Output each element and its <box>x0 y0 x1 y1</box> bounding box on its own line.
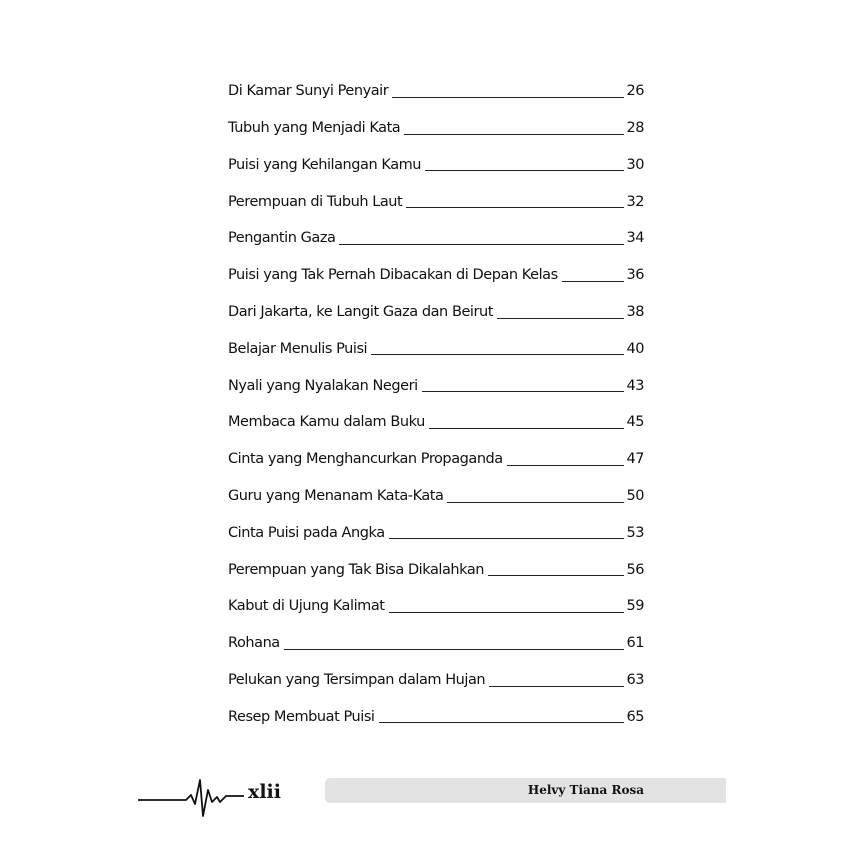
toc-leader-line <box>406 207 624 208</box>
toc-leader-line <box>562 281 625 282</box>
toc-entry <box>228 661 644 698</box>
toc-leader-line <box>507 465 625 466</box>
table-of-contents <box>228 72 644 734</box>
toc-leader-line <box>489 686 624 687</box>
toc-entry-title: Rohana <box>228 635 280 652</box>
toc-entry-page-number: 61 <box>626 635 644 652</box>
toc-entry <box>228 403 644 440</box>
heartbeat-line-icon <box>138 766 244 818</box>
toc-entry-title: Cinta yang Menghancurkan Propaganda <box>228 451 503 468</box>
toc-entry <box>228 293 644 330</box>
toc-leader-line <box>488 575 624 576</box>
toc-entry <box>228 109 644 146</box>
toc-entry-page-number: 30 <box>626 156 644 173</box>
toc-entry-page-number: 28 <box>626 120 644 137</box>
toc-entry-title: Membaca Kamu dalam Buku <box>228 414 425 431</box>
toc-entry <box>228 219 644 256</box>
toc-entry-page-number: 63 <box>626 672 644 689</box>
toc-entry <box>228 477 644 514</box>
toc-entry-title: Cinta Puisi pada Angka <box>228 524 385 541</box>
toc-entry-page-number: 34 <box>626 230 644 247</box>
toc-entry-title: Perempuan di Tubuh Laut <box>228 193 403 210</box>
toc-entry-title: Resep Membuat Puisi <box>228 708 375 725</box>
toc-entry-title: Di Kamar Sunyi Penyair <box>228 83 389 100</box>
toc-entry-page-number: 43 <box>626 377 644 394</box>
toc-entry <box>228 514 644 551</box>
author-bar <box>325 778 726 803</box>
toc-entry-title: Belajar Menulis Puisi <box>228 340 368 357</box>
toc-entry-page-number: 59 <box>626 598 644 615</box>
toc-entry-page-number: 65 <box>626 708 644 725</box>
toc-leader-line <box>392 97 624 98</box>
toc-entry <box>228 550 644 587</box>
toc-entry-title: Nyali yang Nyalakan Negeri <box>228 377 418 394</box>
toc-entry <box>228 146 644 183</box>
toc-entry <box>228 72 644 109</box>
toc-entry <box>228 440 644 477</box>
toc-entry <box>228 182 644 219</box>
toc-leader-line <box>404 134 624 135</box>
page-footer <box>0 760 865 820</box>
toc-entry-title: Tubuh yang Menjadi Kata <box>228 120 401 137</box>
toc-entry <box>228 330 644 367</box>
toc-entry-title: Pengantin Gaza <box>228 230 336 247</box>
toc-leader-line <box>389 612 625 613</box>
toc-entry-page-number: 47 <box>626 451 644 468</box>
toc-entry <box>228 624 644 661</box>
toc-leader-line <box>497 318 624 319</box>
toc-leader-line <box>425 170 624 171</box>
toc-leader-line <box>447 502 624 503</box>
toc-entry-page-number: 40 <box>626 340 644 357</box>
toc-leader-line <box>429 428 625 429</box>
toc-entry-page-number: 38 <box>626 304 644 321</box>
toc-leader-line <box>284 649 625 650</box>
toc-leader-line <box>389 538 625 539</box>
toc-leader-line <box>422 391 625 392</box>
toc-leader-line <box>339 244 624 245</box>
toc-entry-title: Dari Jakarta, ke Langit Gaza dan Beirut <box>228 304 493 321</box>
toc-entry-page-number: 26 <box>626 83 644 100</box>
toc-entry <box>228 256 644 293</box>
toc-entry-page-number: 32 <box>626 193 644 210</box>
toc-entry-title: Perempuan yang Tak Bisa Dikalahkan <box>228 561 485 578</box>
toc-entry-title: Pelukan yang Tersimpan dalam Hujan <box>228 672 486 689</box>
toc-entry-page-number: 56 <box>626 561 644 578</box>
page-number: xlii <box>248 781 281 803</box>
toc-entry-page-number: 45 <box>626 414 644 431</box>
toc-entry <box>228 587 644 624</box>
toc-entry <box>228 698 644 735</box>
toc-entry-page-number: 53 <box>626 524 644 541</box>
toc-entry-title: Kabut di Ujung Kalimat <box>228 598 385 615</box>
author-name: Helvy Tiana Rosa <box>527 783 644 797</box>
toc-entry-title: Guru yang Menanam Kata-Kata <box>228 488 444 505</box>
toc-entry-title: Puisi yang Kehilangan Kamu <box>228 156 422 173</box>
toc-entry-page-number: 50 <box>626 488 644 505</box>
toc-entry <box>228 366 644 403</box>
toc-leader-line <box>379 722 625 723</box>
toc-entry-title: Puisi yang Tak Pernah Dibacakan di Depan Kelas <box>228 267 558 284</box>
toc-leader-line <box>371 354 624 355</box>
toc-entry-page-number: 36 <box>626 267 644 284</box>
